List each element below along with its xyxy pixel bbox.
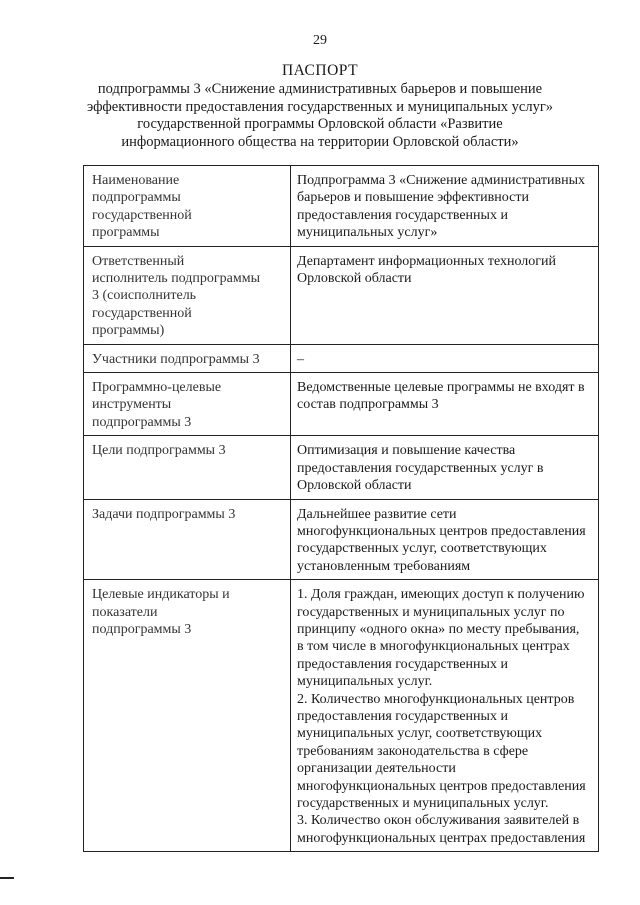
document-title: ПАСПОРТ — [281, 62, 359, 79]
label-line: Программно-целевые — [92, 380, 222, 396]
value-line: Орловской области — [297, 478, 412, 494]
row-label — [84, 436, 291, 499]
table-row — [84, 580, 599, 852]
value-line: 3. Количество окон обслуживания заявителей в — [297, 813, 580, 829]
table-row — [84, 373, 599, 436]
value-line: государственных и муниципальных услуг. — [297, 796, 549, 811]
label-line: Задачи подпрограммы 3 — [92, 506, 236, 522]
row-label — [84, 246, 291, 344]
label-line: программы) — [92, 323, 165, 339]
value-line: многофункциональных центров предоставления — [297, 778, 586, 794]
value-line: муниципальных услуг» — [297, 225, 438, 241]
label-line: Наименование — [92, 173, 180, 188]
table-row — [84, 344, 599, 372]
value-line: Департамент информационных технологий — [297, 253, 557, 269]
value-line: барьеров и повышение эффективности — [297, 190, 529, 206]
value-line: Ведомственные целевые программы не входят в — [297, 380, 585, 396]
value-line: государственных услуг, соответствующих — [297, 541, 547, 557]
label-line: исполнитель подпрограммы — [92, 271, 260, 287]
value-line: предоставления государственных и — [297, 656, 508, 672]
value-line: требованиям законодательства в сфере — [297, 743, 529, 759]
label-line: программы — [92, 225, 160, 241]
row-value — [291, 499, 599, 580]
scan-margin-mark — [0, 877, 14, 879]
label-line: подпрограммы 3 — [92, 621, 192, 637]
value-line: государственных и муниципальных услуг по — [297, 604, 565, 620]
row-value — [291, 344, 599, 372]
label-line: государственной — [92, 305, 192, 321]
value-line: принципу «одного окна» по месту пребывания, — [297, 621, 580, 637]
row-label — [84, 166, 291, 247]
value-line: Подпрограмма 3 «Снижение административных — [297, 173, 585, 188]
row-label — [84, 344, 291, 372]
value-line: муниципальных услуг, соответствующих — [297, 726, 543, 742]
label-line: инструменты — [92, 397, 172, 413]
value-line: в том числе в многофункциональных центрах — [297, 639, 570, 655]
row-label — [84, 373, 291, 436]
label-line: Цели подпрограммы 3 — [92, 443, 226, 459]
table-row — [84, 436, 599, 499]
subtitle-line: государственной программы Орловской области «Развитие — [137, 116, 503, 132]
value-line: Дальнейшее развитие сети — [297, 506, 457, 522]
value-line: Оптимизация и повышение качества — [297, 443, 516, 459]
value-line: предоставления государственных и — [297, 207, 508, 223]
value-line: 1. Доля граждан, имеющих доступ к получению — [297, 587, 585, 603]
row-value — [291, 246, 599, 344]
subtitle-line: информационного общества на территории Орловской области» — [121, 133, 519, 150]
value-line: предоставления государственных услуг в — [297, 460, 544, 476]
page-number: 29 — [313, 33, 327, 48]
label-line: показатели — [92, 604, 158, 620]
row-value — [291, 373, 599, 436]
value-line: многофункциональных центров предоставления — [297, 523, 586, 539]
table-row — [84, 499, 599, 580]
label-line: подпрограммы 3 — [92, 414, 192, 430]
label-line: Участники подпрограммы 3 — [92, 351, 260, 367]
value-line: установленным требованиям — [297, 558, 471, 574]
passport-table — [83, 165, 599, 852]
value-line: состав подпрограммы 3 — [297, 397, 439, 413]
label-line: подпрограммы — [92, 190, 181, 206]
value-line: – — [297, 351, 304, 367]
row-label — [84, 499, 291, 580]
table-row — [84, 246, 599, 344]
row-value — [291, 580, 599, 852]
value-line: организации деятельности — [297, 761, 456, 777]
value-line: Орловской области — [297, 271, 412, 287]
value-line: предоставления государственных и — [297, 708, 508, 724]
label-line: 3 (соисполнитель — [92, 288, 197, 304]
table-row — [84, 166, 599, 247]
document-subtitle — [60, 81, 580, 151]
subtitle-line: подпрограммы 3 «Снижение административных барьеров и повышение — [97, 81, 543, 97]
value-line: муниципальных услуг. — [297, 674, 433, 690]
value-line: 2. Количество многофункциональных центров — [297, 691, 575, 707]
row-value — [291, 166, 599, 247]
row-label — [84, 580, 291, 852]
subtitle-line: эффективности предоставления государственных и муниципальных услуг» — [86, 98, 554, 115]
label-line: Целевые индикаторы и — [92, 587, 230, 603]
row-value — [291, 436, 599, 499]
label-line: Ответственный — [92, 253, 185, 269]
value-line: многофункциональных центрах предоставления — [297, 830, 586, 846]
label-line: государственной — [92, 207, 192, 223]
